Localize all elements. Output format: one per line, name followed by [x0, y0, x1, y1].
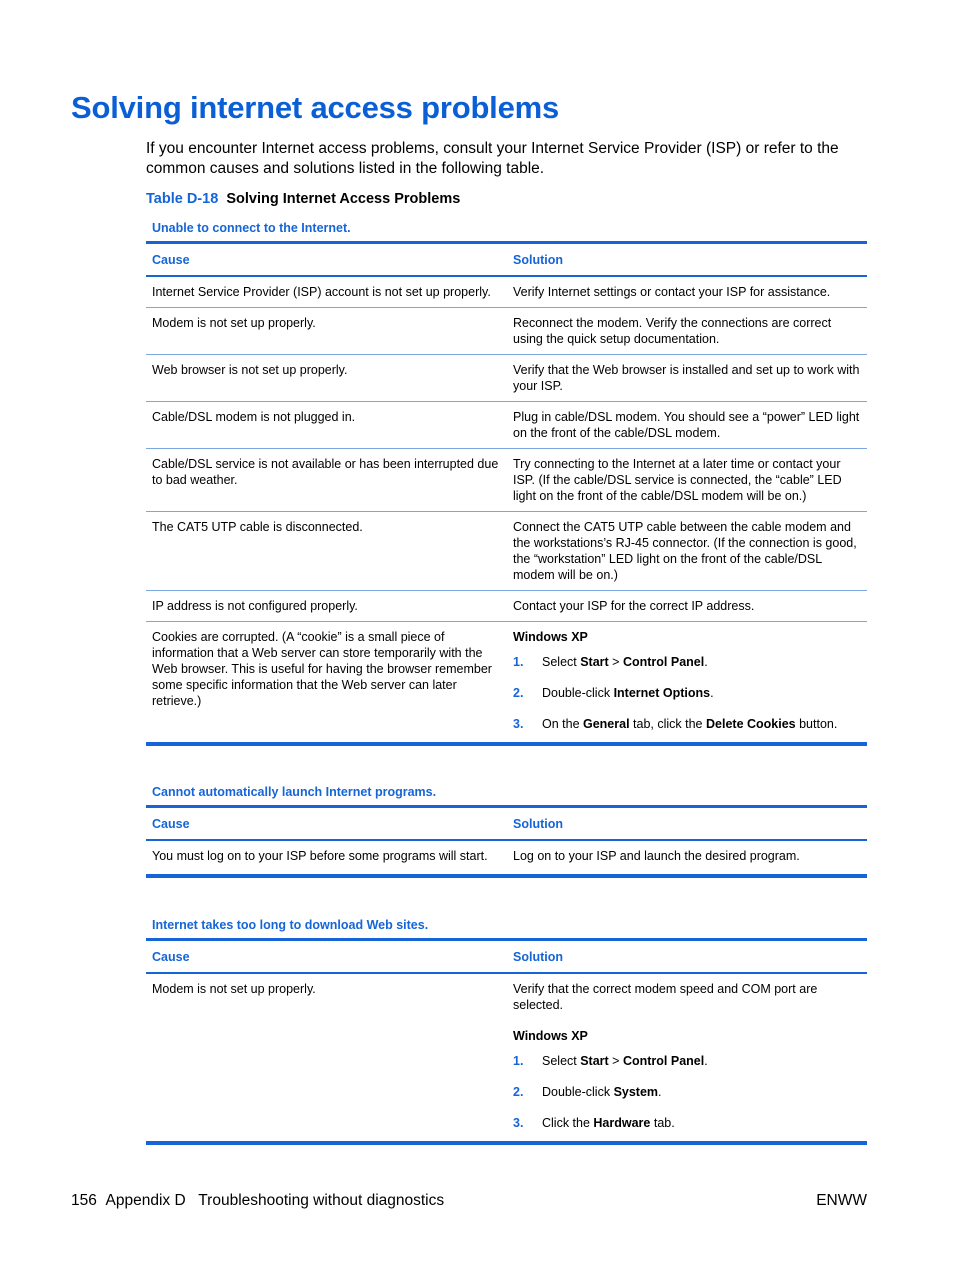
step-text: Select Start > Control Panel.	[542, 1054, 708, 1068]
list-item	[513, 685, 861, 701]
step-text: Double-click System.	[542, 1085, 662, 1099]
solution-cell	[507, 973, 867, 1143]
section-unable-to-connect	[146, 215, 867, 746]
solution-cell: Log on to your ISP and launch the desired program.	[507, 840, 867, 876]
cause-cell: Cable/DSL service is not available or has been interrupted due to bad weather.	[146, 449, 507, 512]
step-number: 1.	[513, 1054, 524, 1068]
column-header-cause: Cause	[146, 243, 507, 277]
table-row	[146, 840, 867, 876]
solution-cell: Try connecting to the Internet at a later time or contact your ISP. (If the cable/DSL service is connected, the “cable” LED light on the front of the cable/DSL modem will be on.)	[507, 449, 867, 512]
list-item	[513, 1053, 861, 1069]
table-row	[146, 402, 867, 449]
page-title: Solving internet access problems	[71, 90, 560, 125]
troubleshooting-table	[146, 241, 867, 746]
solution-cell: Contact your ISP for the correct IP address.	[507, 591, 867, 622]
solution-cell: Reconnect the modem. Verify the connections are correct using the quick setup documentation.	[507, 308, 867, 355]
table-row	[146, 512, 867, 591]
chapter-title: Appendix D Troubleshooting without diagnostics	[105, 1192, 445, 1209]
list-item	[513, 716, 861, 732]
os-heading: Windows XP	[513, 1029, 588, 1043]
cause-cell: The CAT5 UTP cable is disconnected.	[146, 512, 507, 591]
table-row	[146, 276, 867, 308]
table-caption-title: Solving Internet Access Problems	[226, 191, 461, 207]
troubleshooting-table	[146, 938, 867, 1145]
cause-cell: Cable/DSL modem is not plugged in.	[146, 402, 507, 449]
table-caption-label: Table D-18	[146, 191, 219, 207]
cause-cell: Cookies are corrupted. (A “cookie” is a small piece of information that a Web server can store temporarily with the Web browser. This is useful for having the browser remember some specific information that the Web server can later retrieve.)	[146, 622, 507, 745]
table-row	[146, 591, 867, 622]
column-header-solution: Solution	[507, 807, 867, 841]
cause-cell: IP address is not configured properly.	[146, 591, 507, 622]
column-header-solution: Solution	[507, 940, 867, 974]
page-footer-left	[71, 1192, 444, 1210]
section-heading: Internet takes too long to download Web sites.	[152, 918, 429, 932]
step-number: 2.	[513, 686, 524, 700]
step-text: On the General tab, click the Delete Cookies button.	[542, 717, 838, 731]
section-slow-downloads	[146, 912, 867, 1145]
steps-list	[513, 654, 861, 732]
step-text: Select Start > Control Panel.	[542, 655, 708, 669]
section-heading: Cannot automatically launch Internet programs.	[152, 785, 437, 799]
solution-cell: Plug in cable/DSL modem. You should see a “power” LED light on the front of the cable/DSL modem.	[507, 402, 867, 449]
cause-cell: Web browser is not set up properly.	[146, 355, 507, 402]
intro-paragraph: If you encounter Internet access problems, consult your Internet Service Provider (ISP) or refer to the common causes and solutions listed in the following table.	[146, 140, 839, 177]
solution-cell	[507, 622, 867, 745]
table-header-row	[146, 940, 867, 974]
table-header-row	[146, 243, 867, 277]
step-number: 1.	[513, 655, 524, 669]
cause-cell: Internet Service Provider (ISP) account is not set up properly.	[146, 276, 507, 308]
table-caption	[146, 191, 460, 207]
table-row	[146, 308, 867, 355]
cause-cell: You must log on to your ISP before some programs will start.	[146, 840, 507, 876]
step-text: Click the Hardware tab.	[542, 1116, 675, 1130]
list-item	[513, 1115, 861, 1131]
table-row	[146, 449, 867, 512]
step-text: Double-click Internet Options.	[542, 686, 714, 700]
steps-list	[513, 1053, 861, 1131]
section-heading: Unable to connect to the Internet.	[152, 221, 351, 235]
column-header-cause: Cause	[146, 807, 507, 841]
page-number: 156	[71, 1192, 97, 1209]
table-header-row	[146, 807, 867, 841]
column-header-solution: Solution	[507, 243, 867, 277]
table-row	[146, 355, 867, 402]
cause-cell: Modem is not set up properly.	[146, 308, 507, 355]
solution-text: Verify that the correct modem speed and COM port are selected.	[513, 982, 818, 1012]
cause-cell: Modem is not set up properly.	[146, 973, 507, 1143]
step-number: 2.	[513, 1085, 524, 1099]
step-number: 3.	[513, 1116, 524, 1130]
section-cannot-launch-programs	[146, 779, 867, 878]
list-item	[513, 654, 861, 670]
solution-cell: Verify Internet settings or contact your ISP for assistance.	[507, 276, 867, 308]
table-row	[146, 973, 867, 1143]
solution-cell: Connect the CAT5 UTP cable between the cable modem and the workstations’s RJ-45 connector. (If the connection is good, the “workstation” LED light on the front of the cable/DSL modem will be on.)	[507, 512, 867, 591]
step-number: 3.	[513, 717, 524, 731]
troubleshooting-table	[146, 805, 867, 878]
solution-cell: Verify that the Web browser is installed and set up to work with your ISP.	[507, 355, 867, 402]
page-footer-right: ENWW	[816, 1192, 867, 1209]
list-item	[513, 1084, 861, 1100]
table-row	[146, 622, 867, 745]
os-heading: Windows XP	[513, 630, 588, 644]
column-header-cause: Cause	[146, 940, 507, 974]
